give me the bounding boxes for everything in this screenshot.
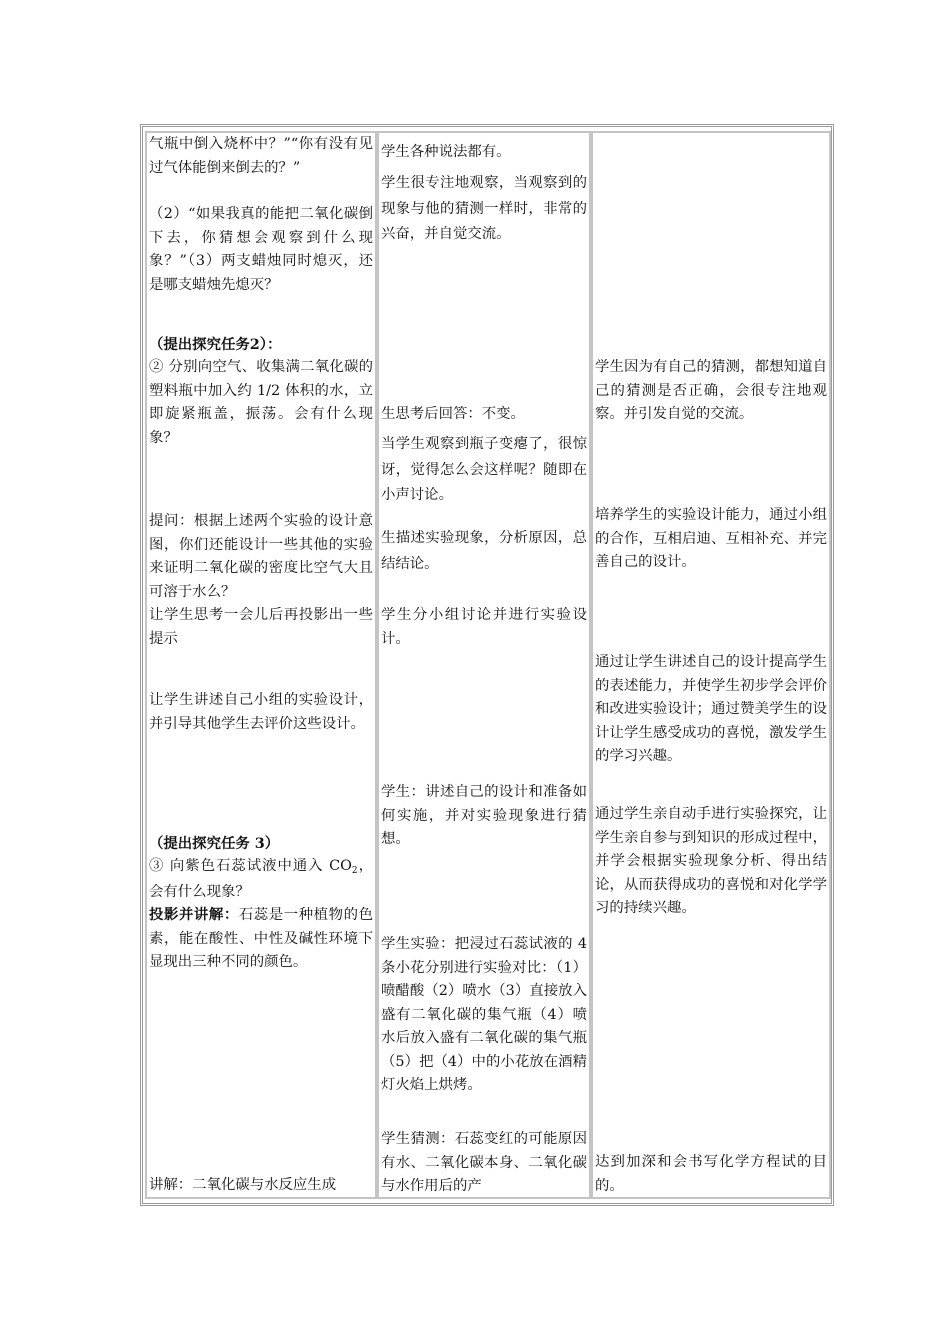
teacher-present-note: 让学生讲述自己小组的实验设计，并引导其他学生去评价这些设计。 (149, 692, 373, 732)
co2-subscript: 2 (351, 866, 358, 876)
intent-3: 通过让学生讲述自己的设计提高学生的表述能力，并使学生初步学会评价和改进实验设计；通过赞美学生的设计让学生感受成功的喜悦，激发学生的学习兴趣。 (595, 654, 827, 764)
teacher-activity-column (145, 131, 377, 1199)
teacher-explain-reaction: 讲解：二氧化碳与水反应生成 (149, 1177, 337, 1193)
student-response-2: 学生很专注地观察，当观察到的现象与他的猜测一样时，非常的兴奋，并自觉交流。 (381, 175, 587, 242)
task3-body (149, 855, 373, 904)
lesson-table (140, 124, 834, 1206)
student-response-5: 生描述实验现象，分析原因，总结结论。 (381, 530, 587, 572)
task2-body: ② 分别向空气、收集满二氧化碳的塑料瓶中加入约 1/2 体积的水，立即旋紧瓶盖，振荡。会有什么现象？ (149, 359, 373, 446)
student-experiment: 学生实验：把浸过石蕊试液的 4 条小花分别进行实验对比：（1）喷醋酸（2）喷水（3）直接放入盛有二氧化碳的集气瓶（4）喷水后放入盛有二氧化碳的集气瓶（5）把（4）中的小花放在酒精灯火焰上烘烤。 (381, 936, 587, 1093)
task3-body-before: ③ 向紫色石蕊试液中通入 CO (149, 858, 352, 874)
student-activity-column (377, 131, 591, 1199)
student-response-7: 学生：讲述自己的设计和准备如何实施，并对实验现象进行猜想。 (381, 784, 587, 847)
student-response-6: 学生分小组讨论并进行实验设计。 (381, 607, 587, 647)
intent-5: 达到加深和会书写化学方程试的目的。 (595, 1154, 827, 1194)
student-response-3: 生思考后回答：不变。 (381, 406, 525, 422)
intent-1: 学生因为有自己的猜测，都想知道自己的猜测是否正确，会很专注地观察。并引发自觉的交流。 (595, 359, 827, 422)
intent-4: 通过学生亲自动手进行实验探究，让学生亲自参与到知识的形成过程中，并学会根据实验现象分析、得出结论，从而获得成功的喜悦和对化学学习的持续兴趣。 (595, 806, 827, 916)
projection-label: 投影并讲解： (149, 906, 239, 923)
task3-title-text: （提出探究任务 3） (149, 835, 280, 852)
design-intent-column (591, 131, 831, 1199)
student-response-1: 学生各种说法都有。 (381, 144, 511, 160)
student-response-4: 当学生观察到瓶子变瘪了，很惊讶，觉得怎么会这样呢？随即在小声讨论。 (381, 436, 587, 503)
task2-title-text: （提出探究任务2）： (149, 336, 282, 353)
task2-title (149, 333, 373, 358)
task3-title (149, 832, 373, 857)
teacher-question-pour: 气瓶中倒入烧杯中？”“你有没有见过气体能倒来倒去的？” (149, 136, 373, 176)
projection-body: 石蕊是一种植物的色素，能在酸性、中性及碱性环境下显现出三种不同的颜色。 (149, 907, 373, 970)
teacher-hint-note: 让学生思考一会儿后再投影出一些提示 (149, 607, 373, 647)
task3-body-after: ，会有什么现象？ (149, 858, 373, 900)
intent-2: 培养学生的实验设计能力，通过小组的合作，互相启迪、互相补充、并完善自己的设计。 (595, 507, 827, 570)
projection-explanation (149, 903, 373, 975)
student-guess: 学生猜测：石蕊变红的可能原因有水、二氧化碳本身、二氧化碳与水作用后的产 (381, 1131, 587, 1194)
teacher-design-question: 提问：根据上述两个实验的设计意图，你们还能设计一些其他的实验来证明二氧化碳的密度比空气大且可溶于水么？ (149, 513, 373, 600)
teacher-question-guess: （2）“如果我真的能把二氧化碳倒下去，你猜想会观察到什么现象？”（3）两支蜡烛同时熄灭，还是哪支蜡烛先熄灭？ (149, 206, 373, 293)
